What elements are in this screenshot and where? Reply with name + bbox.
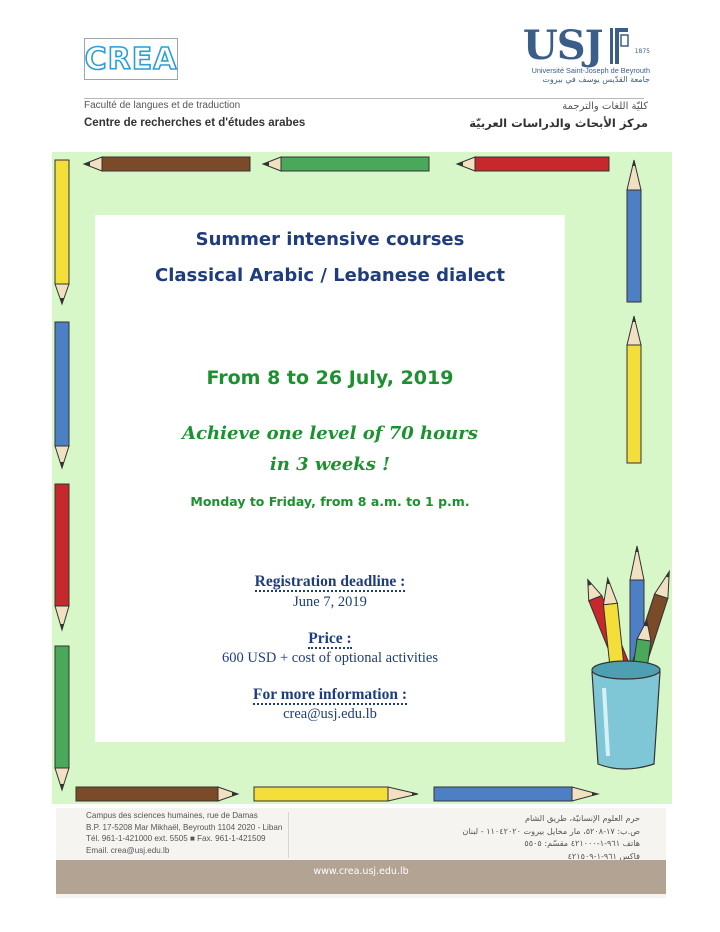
achieve-line-1: Achieve one level of 70 hours (182, 423, 478, 444)
center-name-ar: مركز الأبحاث والدراسات العربيّة (469, 116, 648, 130)
course-subtitle: Classical Arabic / Lebanese dialect (155, 265, 505, 286)
center-name-fr: Centre de recherches et d'études arabes (84, 117, 306, 129)
pencil-bottom-3 (434, 787, 598, 801)
footer-fr-line-3: Tél. 961-1-421000 ext. 5505 ■ Fax. 961-1-421509 (86, 834, 266, 843)
pencil-top-2 (263, 157, 429, 171)
pencil-left-2 (55, 322, 69, 468)
pencil-top-1 (84, 157, 250, 171)
achieve-line-2: in 3 weeks ! (269, 454, 391, 475)
registration-label-text: Registration deadline : (254, 573, 406, 590)
pencil-top-3 (457, 157, 609, 171)
footer-fr-line-4: Email. crea@usj.edu.lb (86, 845, 170, 855)
achieve-text (95, 418, 565, 480)
footer-address-ar (462, 812, 640, 862)
pencil-bottom-2 (254, 787, 418, 801)
pencil-right-1 (627, 160, 641, 302)
info-email-link[interactable]: crea@usj.edu.lb (283, 706, 377, 722)
registration-label (95, 573, 565, 591)
course-dates: From 8 to 26 July, 2019 (206, 367, 454, 389)
pencil-left-1 (55, 160, 69, 304)
registration-date: June 7, 2019 (293, 594, 367, 610)
info-label (95, 686, 565, 704)
pencil-left-3 (55, 484, 69, 630)
footer-ar-line-1: حرم العلوم الإنسانيّة، طريق الشام (524, 813, 640, 823)
pencil-bottom-1 (76, 787, 238, 801)
price-label (95, 630, 565, 648)
footer-fr-line-1: Campus des sciences humaines, rue de Damas (86, 811, 258, 820)
price-label-text: Price : (308, 630, 352, 647)
website-link[interactable]: www.crea.usj.edu.lb (313, 866, 409, 877)
usj-name-ar: جامعة القدّيس يوسف في بيروت (542, 75, 650, 84)
footer-separator (288, 812, 289, 858)
pencil-left-4 (55, 646, 69, 790)
price-value: 600 USD + cost of optional activities (222, 650, 438, 666)
pencil-right-2 (627, 316, 641, 463)
footer-ar-line-3: هاتف ٩٦١-١-٤٢١٠٠٠ مقسّم: ٥٥٠٥ (524, 838, 640, 848)
info-label-text: For more information : (253, 686, 407, 703)
schedule-text: Monday to Friday, from 8 a.m. to 1 p.m. (190, 494, 470, 509)
faculty-name-fr: Faculté de langues et de traduction (84, 100, 241, 111)
crea-logo-text: CREA (84, 41, 178, 77)
footer-address-fr (86, 810, 282, 856)
usj-name: Université Saint-Joseph de Beyrouth (531, 66, 650, 75)
footer-fr-line-2: B.P. 17-5208 Mar Mikhaël, Beyrouth 1104 2020 - Liban (86, 822, 283, 832)
usj-year: 1875 (634, 48, 650, 55)
faculty-name-ar: كليّة اللغات والترجمة (562, 101, 648, 112)
footer-ar-line-4: فاكس ٩٦١-١-٤٢١٥٠٩ (567, 850, 640, 861)
pencil-cup (581, 546, 676, 769)
footer-ar-line-2: ص.ب: ١٧-٥٢٠٨، مار مخايل بيروت ١١٠٤٢٠٢٠ - لبنان (462, 825, 640, 836)
course-title: Summer intensive courses (195, 229, 465, 250)
usj-logo-text: USJ (522, 22, 603, 69)
